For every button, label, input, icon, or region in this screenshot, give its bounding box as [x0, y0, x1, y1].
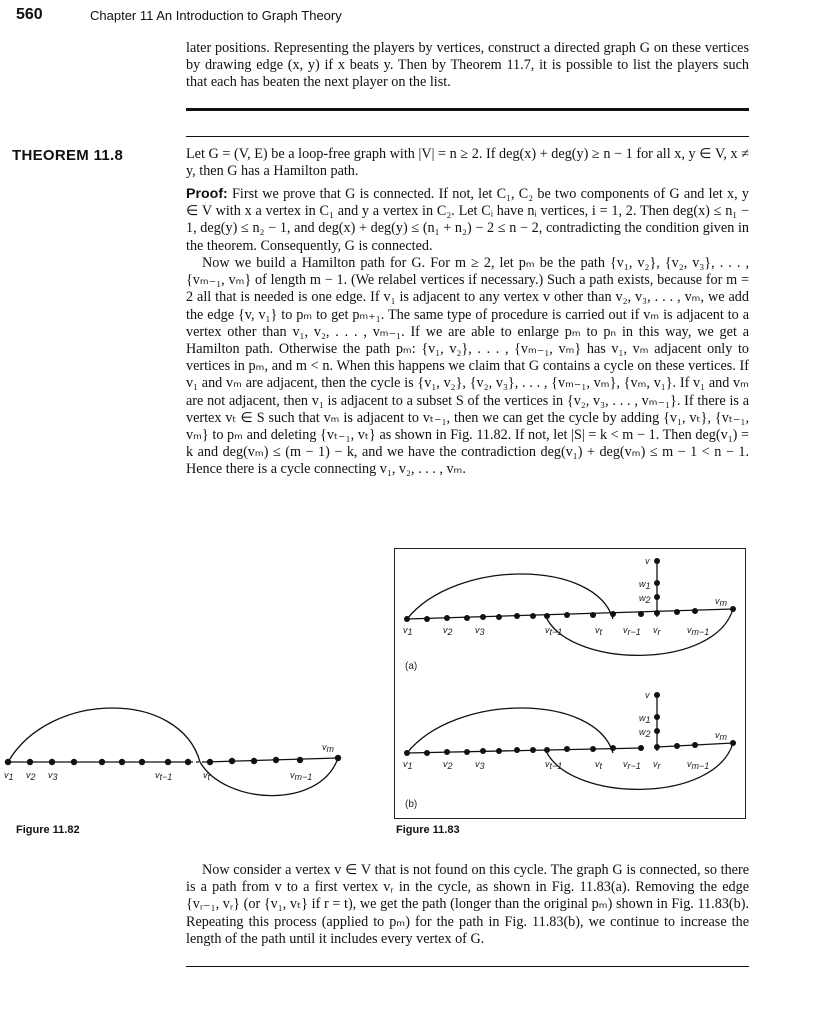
fig82-label-vt: vt	[203, 770, 211, 782]
svg-text:vr: vr	[653, 625, 661, 637]
figure-11-83-caption: Figure 11.83	[396, 824, 460, 836]
svg-text:vt: vt	[595, 759, 603, 771]
svg-text:v2: v2	[443, 759, 453, 771]
bottom-rule	[186, 966, 749, 967]
svg-text:vt−1: vt−1	[545, 759, 563, 771]
theorem-statement: Let G = (V, E) be a loop-free graph with |V| = n ≥ 2. If deg(x) + deg(y) ≥ n − 1 for all x, y ∈ V, x ≠ y, then G has a Hamilton path.	[186, 146, 749, 180]
proof-paragraph-1	[186, 186, 749, 255]
svg-text:vt: vt	[595, 625, 603, 637]
svg-text:v: v	[645, 556, 650, 566]
theorem-label: THEOREM 11.8	[12, 147, 124, 164]
proof-text-1: First we prove that G is connected. If not, let C₁, C₂ be two components of G and let x, y ∈ V with x a vertex in C₁ and y a vertex in C₂. Let Cᵢ have nᵢ vertices, i = 1, 2. Then deg(x) ≤ n₁ − 1, deg(y) ≤ n₂ − 1, and deg(x) + deg(y) ≤ (n₁ + n₂) − 2 ≤ n − 2, contradicting the condition given in the theorem. Consequently, G is connected.	[186, 186, 750, 254]
figure-11-83	[394, 548, 746, 819]
svg-text:(b): (b)	[405, 799, 418, 810]
svg-text:vm: vm	[715, 596, 727, 608]
svg-text:w2: w2	[639, 727, 651, 739]
fig82-arc-bottom	[200, 758, 338, 796]
figure-11-82-caption: Figure 11.82	[16, 824, 80, 836]
fig83-panel-a	[403, 556, 736, 672]
svg-text:vm−1: vm−1	[687, 625, 710, 637]
fig82-label-vm: vm	[322, 742, 334, 754]
figure-11-83-svg	[395, 549, 745, 818]
fig82-label-v1: v1	[4, 770, 14, 782]
svg-text:vm: vm	[715, 730, 727, 742]
svg-text:(a): (a)	[405, 661, 418, 672]
fig82-label-v2: v2	[26, 770, 36, 782]
svg-text:v: v	[645, 690, 650, 700]
fig82-label-v3: v3	[48, 770, 58, 782]
svg-text:vr: vr	[653, 759, 661, 771]
fig82-label-vt1: vt−1	[155, 770, 173, 782]
chapter-title: Chapter 11 An Introduction to Graph Theory	[90, 8, 342, 23]
figure-11-82	[0, 700, 345, 810]
section-rule-thick	[186, 108, 749, 111]
fig83-panel-b	[403, 690, 736, 810]
section-rule-thin	[186, 136, 749, 137]
svg-text:vr−1: vr−1	[623, 625, 641, 637]
svg-text:vt−1: vt−1	[545, 625, 563, 637]
svg-text:w1: w1	[639, 579, 651, 591]
svg-text:v1: v1	[403, 625, 413, 637]
fig82-label-vm1: vm−1	[290, 770, 313, 782]
svg-text:w1: w1	[639, 713, 651, 725]
fig82-path-right	[205, 758, 338, 762]
svg-text:v3: v3	[475, 625, 485, 637]
intro-paragraph: later positions. Representing the players by vertices, construct a directed graph G on these vertices by drawing edge (x, y) if x beats y. Then by Theorem 11.7, it is possible to list the players such that each has beaten the next player on the list.	[186, 40, 749, 91]
svg-text:v1: v1	[403, 759, 413, 771]
closing-paragraph: Now consider a vertex v ∈ V that is not found on this cycle. The graph G is connected, so there is a path from v to a first vertex vᵣ in the cycle, as shown in Fig. 11.83(a). Removing the edge {vᵣ₋₁, vᵣ} (or {v₁, vₜ} if r = t), we get the path (longer than the original pₘ) shown in Fig. 11.83(b). Repeating this process (applied to pₘ) for the path in Fig. 11.83(b), we continue to increase the length of the path until it includes every vertex of G.	[186, 862, 749, 947]
svg-text:v3: v3	[475, 759, 485, 771]
svg-text:w2: w2	[639, 593, 651, 605]
svg-text:vm−1: vm−1	[687, 759, 710, 771]
svg-text:vr−1: vr−1	[623, 759, 641, 771]
fig82-arc-top	[8, 708, 200, 762]
page-number: 560	[16, 6, 43, 23]
proof-paragraph-2: Now we build a Hamilton path for G. For m ≥ 2, let pₘ be the path {v₁, v₂}, {v₂, v₃}, . . . , {vₘ₋₁, vₘ} of length m − 1. (We relabel vertices if necessary.) Such a path exists, because for m = 2 all that is needed is one edge. If v₁ is adjacent to any vertex v other than v₂, v₃, . . . , vₘ, we add the edge {v, v₁} to pₘ to get pₘ₊₁. The same type of procedure is carried out if vₘ is adjacent to a vertex other than v₁, v₂, . . . , vₘ₋₁. If we are able to enlarge pₘ to pₙ in this way, we get a Hamilton path. Otherwise the path pₘ: {v₁, v₂}, . . . , {vₘ₋₁, vₘ} has v₁, vₘ adjacent only to vertices in pₘ, and m < n. When this happens we claim that G contains a cycle on these vertices. If v₁ and vₘ are adjacent, then the cycle is {v₁, v₂}, {v₂, v₃}, . . . , {vₘ₋₁, vₘ}, {vₘ, v₁}. If v₁ and vₘ are not adjacent, then v₁ is adjacent to a subset S of the vertices in {v₂, v₃, . . . , vₘ₋₁}. If there is a vertex vₜ ∈ S such that vₘ is adjacent to vₜ₋₁, then we can get the cycle by adding {v₁, vₜ}, {vₜ₋₁, vₘ} to pₘ and deleting {vₜ₋₁, vₜ} as shown in Fig. 11.82. If not, let |S| = k < m − 1. Then deg(v₁) = k and deg(vₘ) ≤ (m − 1) − k, and we have the contradiction deg(v₁) + deg(vₘ) ≤ m − 1 < n − 1. Hence there is a cycle connecting v₁, v₂, . . . , vₘ.	[186, 255, 749, 478]
svg-text:v2: v2	[443, 625, 453, 637]
proof-label: Proof:	[186, 186, 228, 202]
